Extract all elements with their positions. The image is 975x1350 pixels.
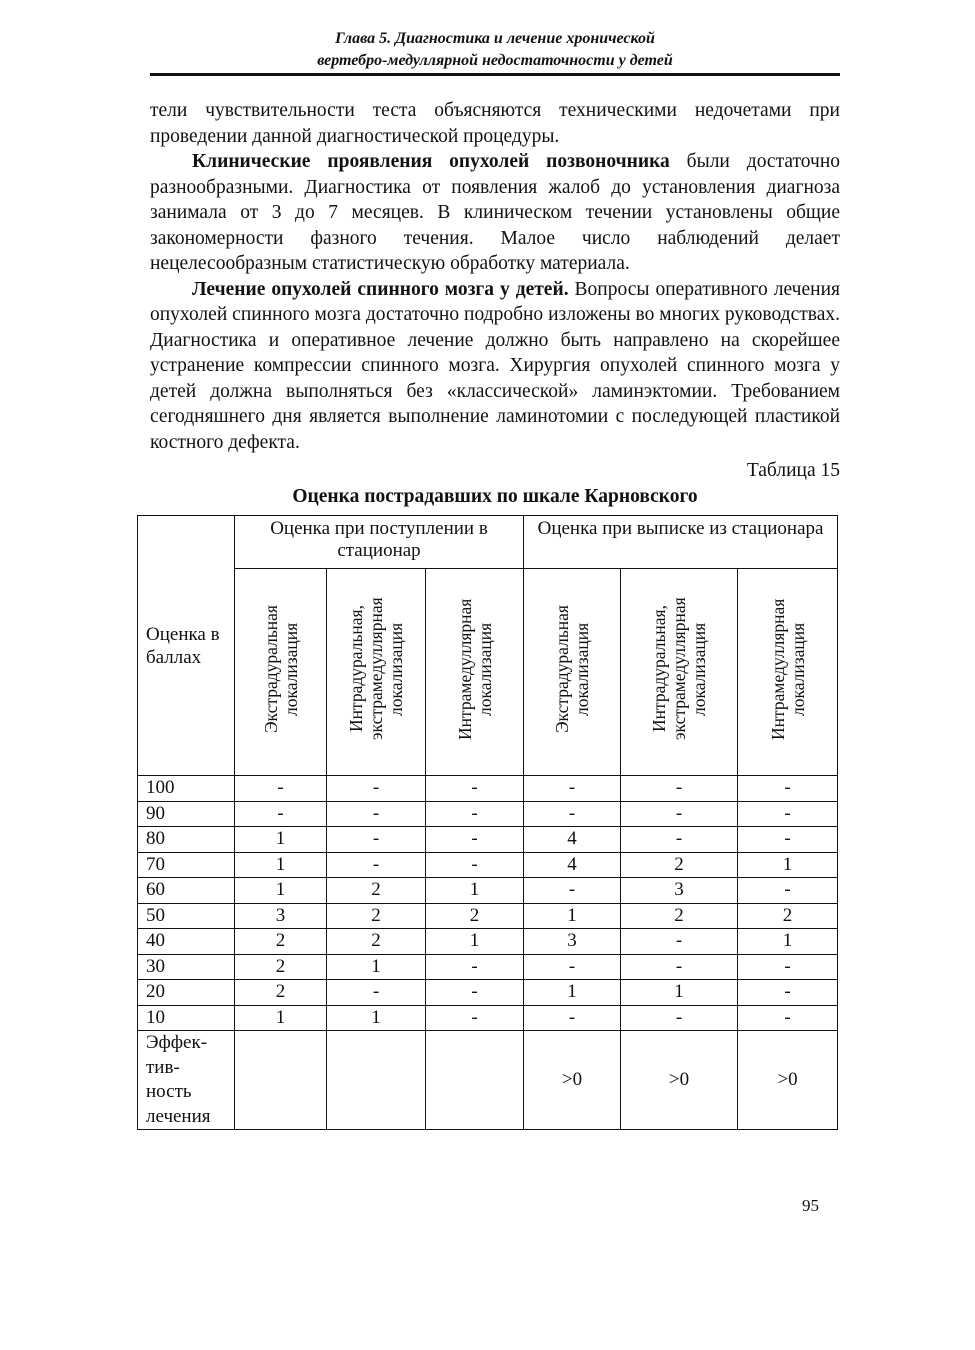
value-cell: 1 xyxy=(621,980,738,1006)
value-cell: - xyxy=(738,801,838,827)
effectiveness-row xyxy=(138,1031,838,1130)
value-cell: - xyxy=(524,776,621,802)
effectiveness-label-line: ность xyxy=(146,1081,192,1102)
table-row xyxy=(138,776,838,802)
table-row xyxy=(138,801,838,827)
score-cell: 40 xyxy=(138,929,235,955)
value-cell: - xyxy=(621,827,738,853)
col-header-label: Интрадуральная, экстрамедуллярная локализация xyxy=(649,597,710,741)
value-cell: 2 xyxy=(235,980,327,1006)
value-cell: - xyxy=(327,776,426,802)
value-cell: - xyxy=(621,801,738,827)
paragraph-1: тели чувствительности теста объясняются техническими недочетами при проведении данной диагностической процедуры. xyxy=(150,100,840,147)
value-cell: 2 xyxy=(426,903,524,929)
body-text xyxy=(150,98,840,455)
value-cell: 1 xyxy=(235,1005,327,1031)
value-cell: 1 xyxy=(738,929,838,955)
paragraph-3 xyxy=(150,277,840,456)
score-cell: 60 xyxy=(138,878,235,904)
table-row xyxy=(138,980,838,1006)
col-header-label: Интрамедуллярная локализация xyxy=(454,598,495,740)
value-cell: - xyxy=(524,878,621,904)
value-cell: 1 xyxy=(524,903,621,929)
score-cell: 80 xyxy=(138,827,235,853)
value-cell: - xyxy=(738,1005,838,1031)
table-label: Таблица 15 xyxy=(746,460,840,481)
value-cell: 2 xyxy=(738,903,838,929)
value-cell: - xyxy=(738,827,838,853)
value-cell: - xyxy=(621,776,738,802)
karnofsky-table xyxy=(137,515,838,1130)
paragraph-3-heading: Лечение опухолей спинного мозга у детей. xyxy=(192,278,569,300)
table-header-row-2 xyxy=(138,569,838,776)
col-header-cell xyxy=(327,569,426,776)
effectiveness-cell: >0 xyxy=(524,1031,621,1130)
value-cell: - xyxy=(426,827,524,853)
paragraph-3-text: Вопросы оперативного лечения опухолей спинного мозга достаточно подробно изложены во многих руководствах. Диагностика и оперативное лечение должно быть направлено на скорейшее устранение компрессии спинного мозга. Хирургия опухолей спинного мозга у детей должна выполняться без «классической» ламинэктомии. Требованием сегодняшнего дня является выполнение ламинотомии с последующей пластикой костного дефекта. xyxy=(150,278,840,453)
value-cell: - xyxy=(426,1005,524,1031)
header-rule xyxy=(150,73,840,76)
value-cell: - xyxy=(738,980,838,1006)
effectiveness-section xyxy=(138,1031,838,1130)
table-row xyxy=(138,903,838,929)
value-cell: - xyxy=(738,878,838,904)
table-row xyxy=(138,878,838,904)
admission-group-header: Оценка при поступлении в стационар xyxy=(235,516,524,569)
running-header xyxy=(150,28,840,72)
value-cell: 1 xyxy=(235,827,327,853)
table-header-row-1 xyxy=(138,516,838,569)
value-cell: - xyxy=(327,827,426,853)
value-cell: 2 xyxy=(235,929,327,955)
discharge-group-header: Оценка при выписке из стационара xyxy=(524,516,838,569)
effectiveness-label xyxy=(138,1031,235,1130)
value-cell: 4 xyxy=(524,852,621,878)
running-header-line-2: вертебро-медуллярной недостаточности у детей xyxy=(317,52,673,69)
value-cell: - xyxy=(426,776,524,802)
table-row xyxy=(138,954,838,980)
value-cell: 3 xyxy=(524,929,621,955)
col-header-cell xyxy=(738,569,838,776)
value-cell: 2 xyxy=(621,852,738,878)
col-header-label: Интрадуральная, экстрамедуллярная локализация xyxy=(346,597,406,741)
score-cell: 70 xyxy=(138,852,235,878)
value-cell: 1 xyxy=(426,878,524,904)
value-cell: - xyxy=(621,1005,738,1031)
col-header-label: Экстрадуральная локализация xyxy=(552,605,593,733)
table-row xyxy=(138,1005,838,1031)
score-cell: 100 xyxy=(138,776,235,802)
score-header: Оценка в баллах xyxy=(138,516,235,776)
value-cell: 1 xyxy=(327,954,426,980)
value-cell: - xyxy=(426,954,524,980)
value-cell: 2 xyxy=(235,954,327,980)
col-header-label: Интрамедуллярная локализация xyxy=(767,598,808,740)
value-cell: - xyxy=(327,980,426,1006)
col-header-cell xyxy=(621,569,738,776)
value-cell: 1 xyxy=(426,929,524,955)
effectiveness-cell xyxy=(235,1031,327,1130)
score-cell: 90 xyxy=(138,801,235,827)
value-cell: 1 xyxy=(235,878,327,904)
table-title: Оценка пострадавших по шкале Карновского xyxy=(292,486,698,507)
value-cell: 1 xyxy=(327,1005,426,1031)
value-cell: - xyxy=(327,801,426,827)
paragraph-2 xyxy=(150,149,840,277)
running-header-line-1: Глава 5. Диагностика и лечение хронической xyxy=(335,30,655,47)
value-cell: 4 xyxy=(524,827,621,853)
value-cell: - xyxy=(738,776,838,802)
effectiveness-cell xyxy=(426,1031,524,1130)
col-header-label: Экстрадуральная локализация xyxy=(260,605,301,733)
value-cell: 2 xyxy=(327,929,426,955)
value-cell: - xyxy=(524,801,621,827)
value-cell: - xyxy=(426,980,524,1006)
table-row xyxy=(138,827,838,853)
effectiveness-cell: >0 xyxy=(621,1031,738,1130)
value-cell: - xyxy=(621,929,738,955)
effectiveness-label-line: тив- xyxy=(146,1056,180,1078)
value-cell: 1 xyxy=(235,852,327,878)
col-header-cell xyxy=(235,569,327,776)
value-cell: - xyxy=(235,776,327,802)
effectiveness-cell: >0 xyxy=(738,1031,838,1130)
table-row xyxy=(138,852,838,878)
table-body xyxy=(138,776,838,1031)
value-cell: - xyxy=(524,1005,621,1031)
score-cell: 50 xyxy=(138,903,235,929)
value-cell: - xyxy=(327,852,426,878)
value-cell: 2 xyxy=(327,903,426,929)
value-cell: 2 xyxy=(621,903,738,929)
value-cell: 1 xyxy=(738,852,838,878)
effectiveness-label-line: Эффек- xyxy=(146,1032,208,1053)
paragraph-2-heading: Клинические проявления опухолей позвоночника xyxy=(192,151,670,172)
value-cell: 2 xyxy=(327,878,426,904)
value-cell: - xyxy=(621,954,738,980)
effectiveness-label-line: лечения xyxy=(146,1105,211,1127)
value-cell: - xyxy=(235,801,327,827)
page-number: 95 xyxy=(802,1196,819,1215)
value-cell: 1 xyxy=(524,980,621,1006)
score-cell: 30 xyxy=(138,954,235,980)
col-header-cell xyxy=(524,569,621,776)
value-cell: 3 xyxy=(235,903,327,929)
value-cell: - xyxy=(738,954,838,980)
value-cell: - xyxy=(524,954,621,980)
score-cell: 10 xyxy=(138,1005,235,1031)
effectiveness-cell xyxy=(327,1031,426,1130)
score-cell: 20 xyxy=(138,980,235,1006)
value-cell: 3 xyxy=(621,878,738,904)
table-row xyxy=(138,929,838,955)
value-cell: - xyxy=(426,801,524,827)
col-header-cell xyxy=(426,569,524,776)
value-cell: - xyxy=(426,852,524,878)
paragraph-2-text: были достаточно разнообразными. Диагностика от появления жалоб до установления диагноза занимала от 3 до 7 месяцев. В клиническом течении установлены общие закономерности фазного течения. Малое число наблюдений делает нецелесообразным статистическую обработку материала. xyxy=(150,151,840,274)
